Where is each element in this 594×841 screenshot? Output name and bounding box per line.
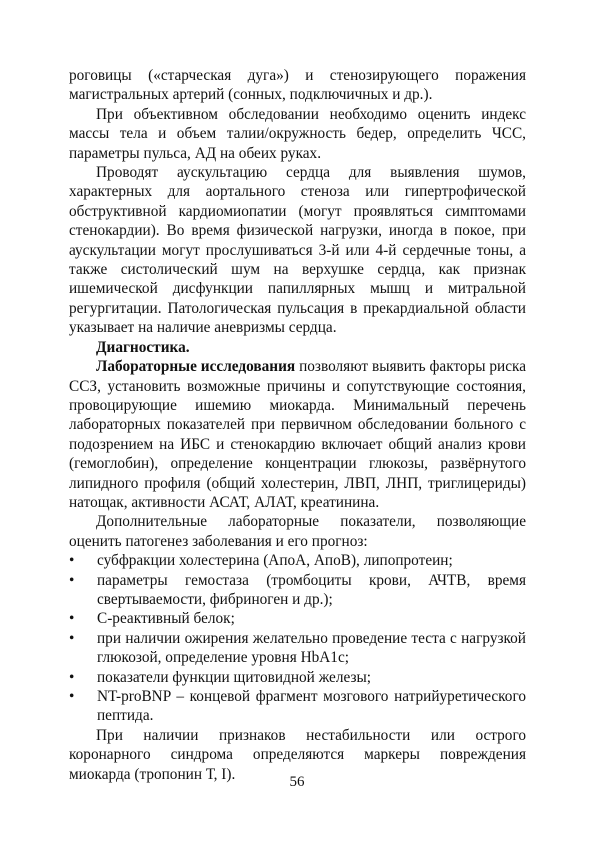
list-item-text: показатели функции щитовидной железы; xyxy=(97,668,372,686)
paragraph-auscultation: Проводят аускультацию сердца для выявления шумов, характерных для аортального стеноза или гипертрофической обструктивной кардиомиопатии (могут проявляться симптомами стенокардии). Во время физической нагрузки, иногда в покое, при аускультации могут прослушиваться 3-й или 4-й сердечные тоны, а также систолический шум на верхушке сердца, как признак ишемической дисфункции папиллярных мышц и митральной регургитации. Патологическая пульсация в прекардиальной области указывает на наличие аневризмы сердца. xyxy=(69,164,526,337)
page-number: 56 xyxy=(289,774,305,790)
paragraph-lab-tests xyxy=(69,357,526,512)
bullet-glyph: • xyxy=(69,668,75,686)
bullet-glyph: • xyxy=(69,552,75,570)
list-item xyxy=(69,687,526,726)
paragraph-additional-intro: Дополнительные лабораторные показатели, позволяющие оценить патогенез заболевания и его прогноз: xyxy=(69,513,526,550)
list-item-text: NT-proBNP – концевой фрагмент мозгового натрийуретического пептида. xyxy=(97,688,526,725)
lab-tests-text: позволяют выявить факторы риска ССЗ, установить возможные причины и сопутствующие состояния, провоцирующие ишемию миокарда. Минимальный перечень лабораторных показателей при первичном обследовании больного с подозрением на ИБС и стенокардию включает общий анализ крови (гемоглобин), определение концентрации глюкозы, развёрнутого липидного профиля (общий холестерин, ЛВП, ЛНП, триглицериды) натощак, активности АСАТ, АЛАТ, креатинина. xyxy=(69,358,527,511)
list-item xyxy=(69,629,526,668)
list-item-text: при наличии ожирения желательно проведение теста с нагрузкой глюкозой, определение уровня HbA1c; xyxy=(97,629,526,667)
list-item xyxy=(69,571,526,610)
list-item-text: С-реактивный белок; xyxy=(97,610,235,628)
bullet-glyph: • xyxy=(69,688,75,705)
list-item-text: субфракции холестерина (АпоА, АпоВ), липопротеин; xyxy=(97,552,453,570)
paragraph-physical-exam: При объективном обследовании необходимо оценить индекс массы тела и объем талии/окружность бедер, определить ЧСС, параметры пульса, АД на обеих руках. xyxy=(69,105,526,162)
list-item xyxy=(69,609,526,628)
paragraph-instability-markers: При наличии признаков нестабильности или острого коронарного синдрома определяются маркеры повреждения миокарда (тропонин Т, I). xyxy=(69,726,526,783)
list-item xyxy=(69,668,526,687)
additional-indicators-list xyxy=(69,551,526,726)
section-heading-diagnostics: Диагностика. xyxy=(96,338,190,356)
lab-tests-lead: Лабораторные исследования xyxy=(96,358,296,376)
paragraph-arteries: роговицы («старческая дуга») и стенозирующего поражения магистральных артерий (сонных, подключичных и др.). xyxy=(69,67,526,104)
list-item-text: параметры гемостаза (тромбоциты крови, АЧТВ, время свертываемости, фибриноген и др.); xyxy=(97,571,526,608)
bullet-glyph: • xyxy=(69,571,75,589)
bullet-glyph: • xyxy=(69,629,75,647)
page-body xyxy=(69,66,526,784)
bullet-glyph: • xyxy=(69,610,75,628)
list-item xyxy=(69,551,526,570)
